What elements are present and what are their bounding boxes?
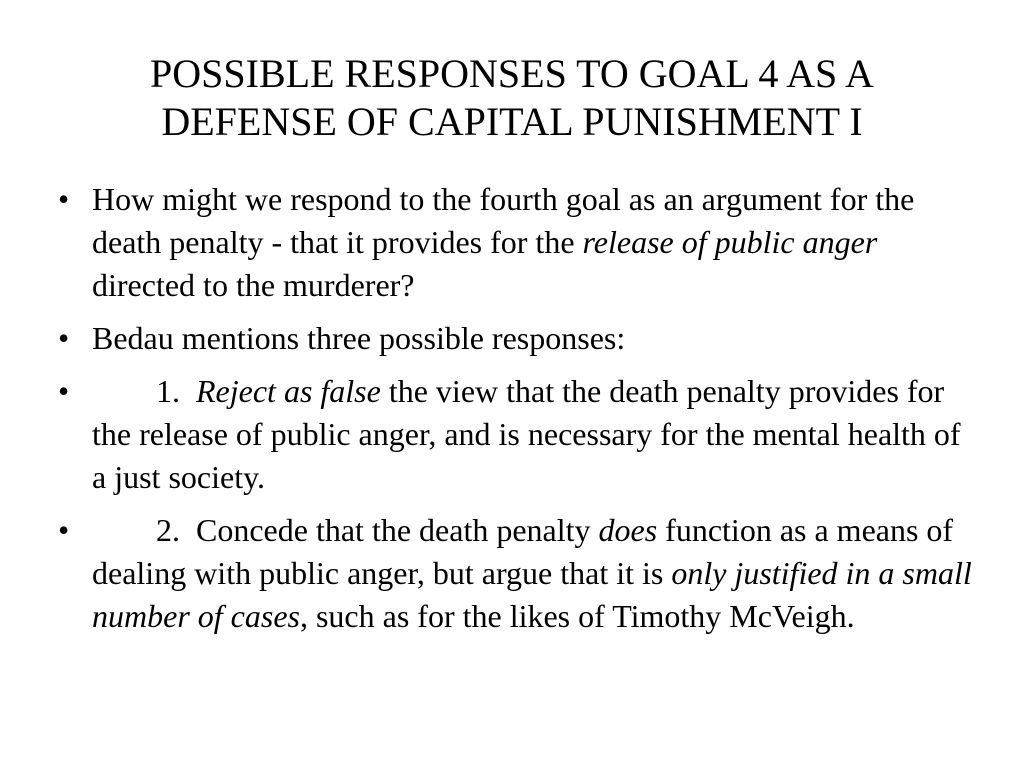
bullet-text: function as a means of dealing with public anger, but argue that it is [92,512,954,591]
bullet-item-1 [48,178,978,307]
bullet-icon: • [58,512,70,548]
bullet-number: 2. [156,512,180,548]
bullet-item-2 [48,317,978,360]
slide-title [40,50,984,146]
bullet-item-3 [48,370,978,499]
bullet-text: directed to the murderer? [92,267,415,303]
bullet-number: 1. [156,373,180,409]
bullet-item-4 [48,509,978,638]
slide-title-line-1: POSSIBLE RESPONSES TO GOAL 4 AS A [150,51,874,96]
bullet-italic-text: Reject as false [196,373,381,409]
bullet-icon: • [58,373,70,409]
slide-title-line-2: DEFENSE OF CAPITAL PUNISHMENT I [161,99,863,144]
bullet-italic-text: does [598,512,658,548]
bullet-italic-text: release of public anger [582,224,878,260]
bullet-icon: • [58,320,70,356]
bullet-icon: • [58,181,70,217]
bullet-text: the view that the death penalty provides for the release of public anger, and is necessary for the mental health of a just society. [92,373,961,495]
bullet-text: Concede that the death penalty [196,512,599,548]
bullet-text: How might we respond to the fourth goal as an argument for the death penalty - that it provides for the [92,181,915,260]
bullet-text: , such as for the likes of Timothy McVeigh. [299,598,855,634]
bullet-text: Bedau mentions three possible responses: [92,320,626,356]
bullet-list [48,178,978,648]
bullet-italic-text: only justified in a small number of cases [92,555,972,634]
